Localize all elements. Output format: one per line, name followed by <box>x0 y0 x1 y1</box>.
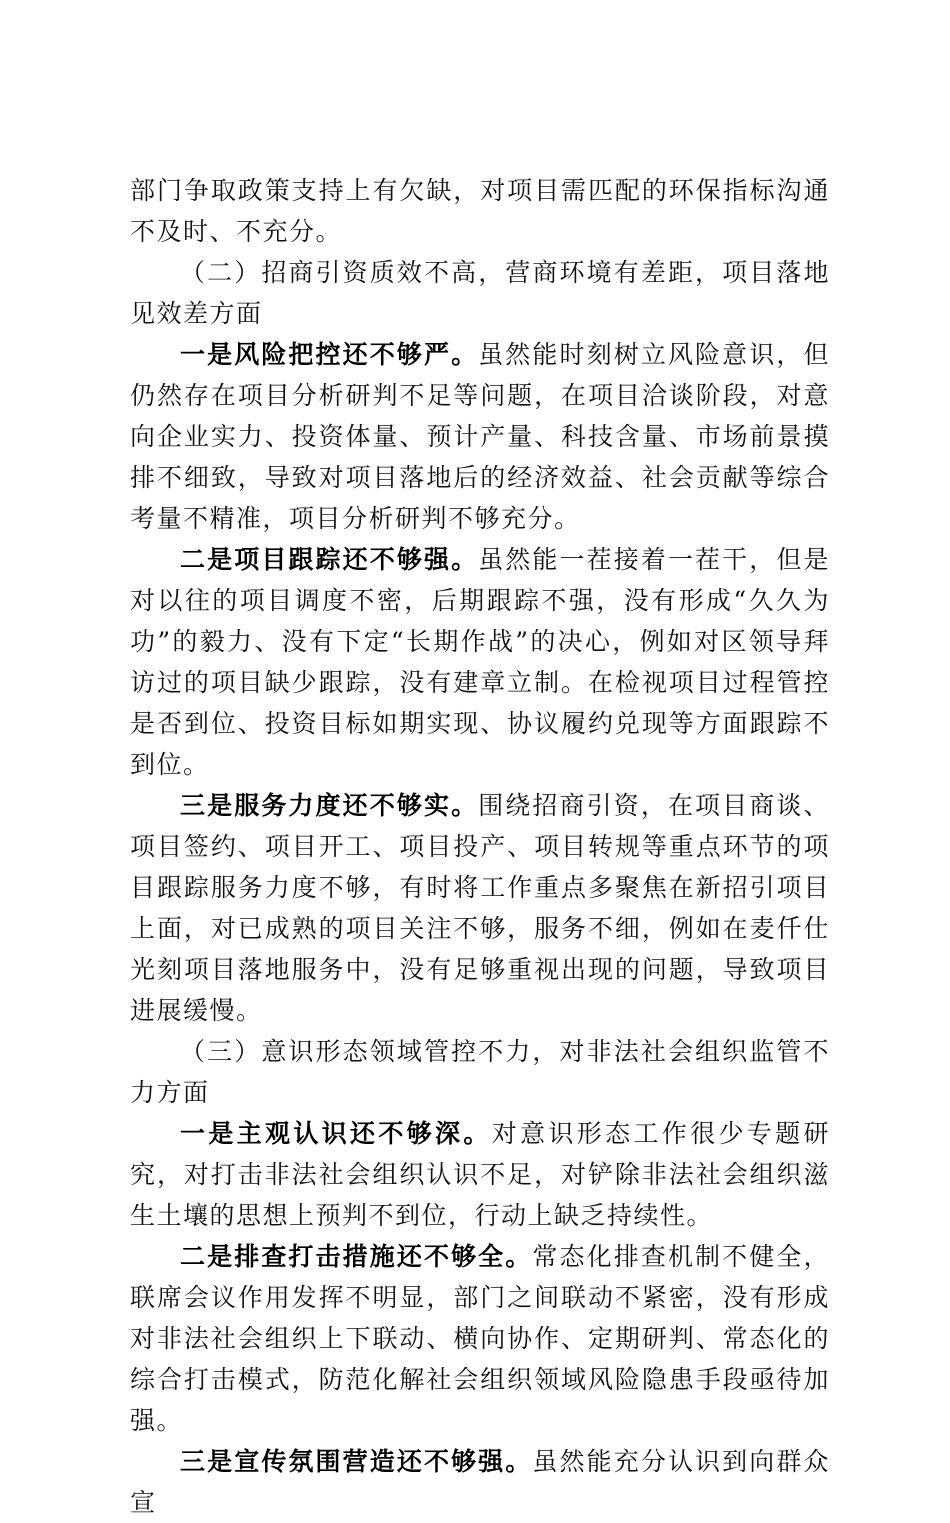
section-heading-2 <box>130 252 830 334</box>
paragraph-text: 围绕招商引资，在项目商谈、项目签约、项目开工、项目投产、项目转规等重点环节的项目跟踪服务力度不够，有时将工作重点多聚焦在新招引项目上面，对已成熟的项目关注不够，服务不细，例如在麦仟仕光刻项目落地服务中，没有足够重视出现的问题，导致项目进展缓慢。 <box>130 791 830 1025</box>
paragraph-text: 虽然能时刻树立风险意识，但仍然存在项目分析研判不足等问题，在项目洽谈阶段，对意向企业实力、投资体量、预计产量、科技含量、市场前景摸排不细致，导致对项目落地后的经济效益、社会贡献等综合考量不精准，项目分析研判不够充分。 <box>130 340 830 533</box>
paragraph-lead: 三是服务力度还不够实。 <box>180 791 479 820</box>
section-heading-3 <box>130 1031 830 1113</box>
paragraph-text: 虽然能充分认识到向群众宣 <box>130 1447 830 1517</box>
paragraph-text: 对意识形态工作很少专题研究，对打击非法社会组织认识不足，对铲除非法社会组织滋生土壤的思想上预判不到位，行动上缺乏持续性。 <box>130 1119 830 1230</box>
paragraph-text: 部门争取政策支持上有欠缺，对项目需匹配的环保指标沟通不及时、不充分。 <box>130 176 830 246</box>
paragraph-9 <box>130 1441 830 1523</box>
paragraph-4 <box>130 539 830 785</box>
paragraph-1 <box>130 170 830 252</box>
paragraph-3 <box>130 334 830 539</box>
paragraph-lead: 一是风险把控还不够严。 <box>180 340 479 369</box>
heading-text: （二）招商引资质效不高，营商环境有差距，项目落地见效差方面 <box>130 258 830 328</box>
paragraph-7 <box>130 1113 830 1236</box>
document-body <box>130 170 830 1523</box>
paragraph-8 <box>130 1236 830 1441</box>
paragraph-lead: 一是主观认识还不够深。 <box>180 1119 492 1148</box>
paragraph-lead: 三是宣传氛围营造还不够强。 <box>180 1447 533 1476</box>
paragraph-text: 虽然能一茬接着一茬干，但是对以往的项目调度不密，后期跟踪不强，没有形成“久久为功”的毅力、没有下定“长期作战”的决心，例如对区领导拜访过的项目缺少跟踪，没有建章立制。在检视项目过程管控是否到位、投资目标如期实现、协议履约兑现等方面跟踪不到位。 <box>130 545 830 779</box>
paragraph-lead: 二是排查打击措施还不够全。 <box>180 1242 533 1271</box>
heading-text: （三）意识形态领域管控不力，对非法社会组织监管不力方面 <box>130 1037 830 1107</box>
paragraph-5 <box>130 785 830 1031</box>
paragraph-lead: 二是项目跟踪还不够强。 <box>180 545 479 574</box>
paragraph-text: 常态化排查机制不健全，联席会议作用发挥不明显，部门之间联动不紧密，没有形成对非法社会组织上下联动、横向协作、定期研判、常态化的综合打击模式，防范化解社会组织领域风险隐患手段亟待加强。 <box>130 1242 830 1435</box>
